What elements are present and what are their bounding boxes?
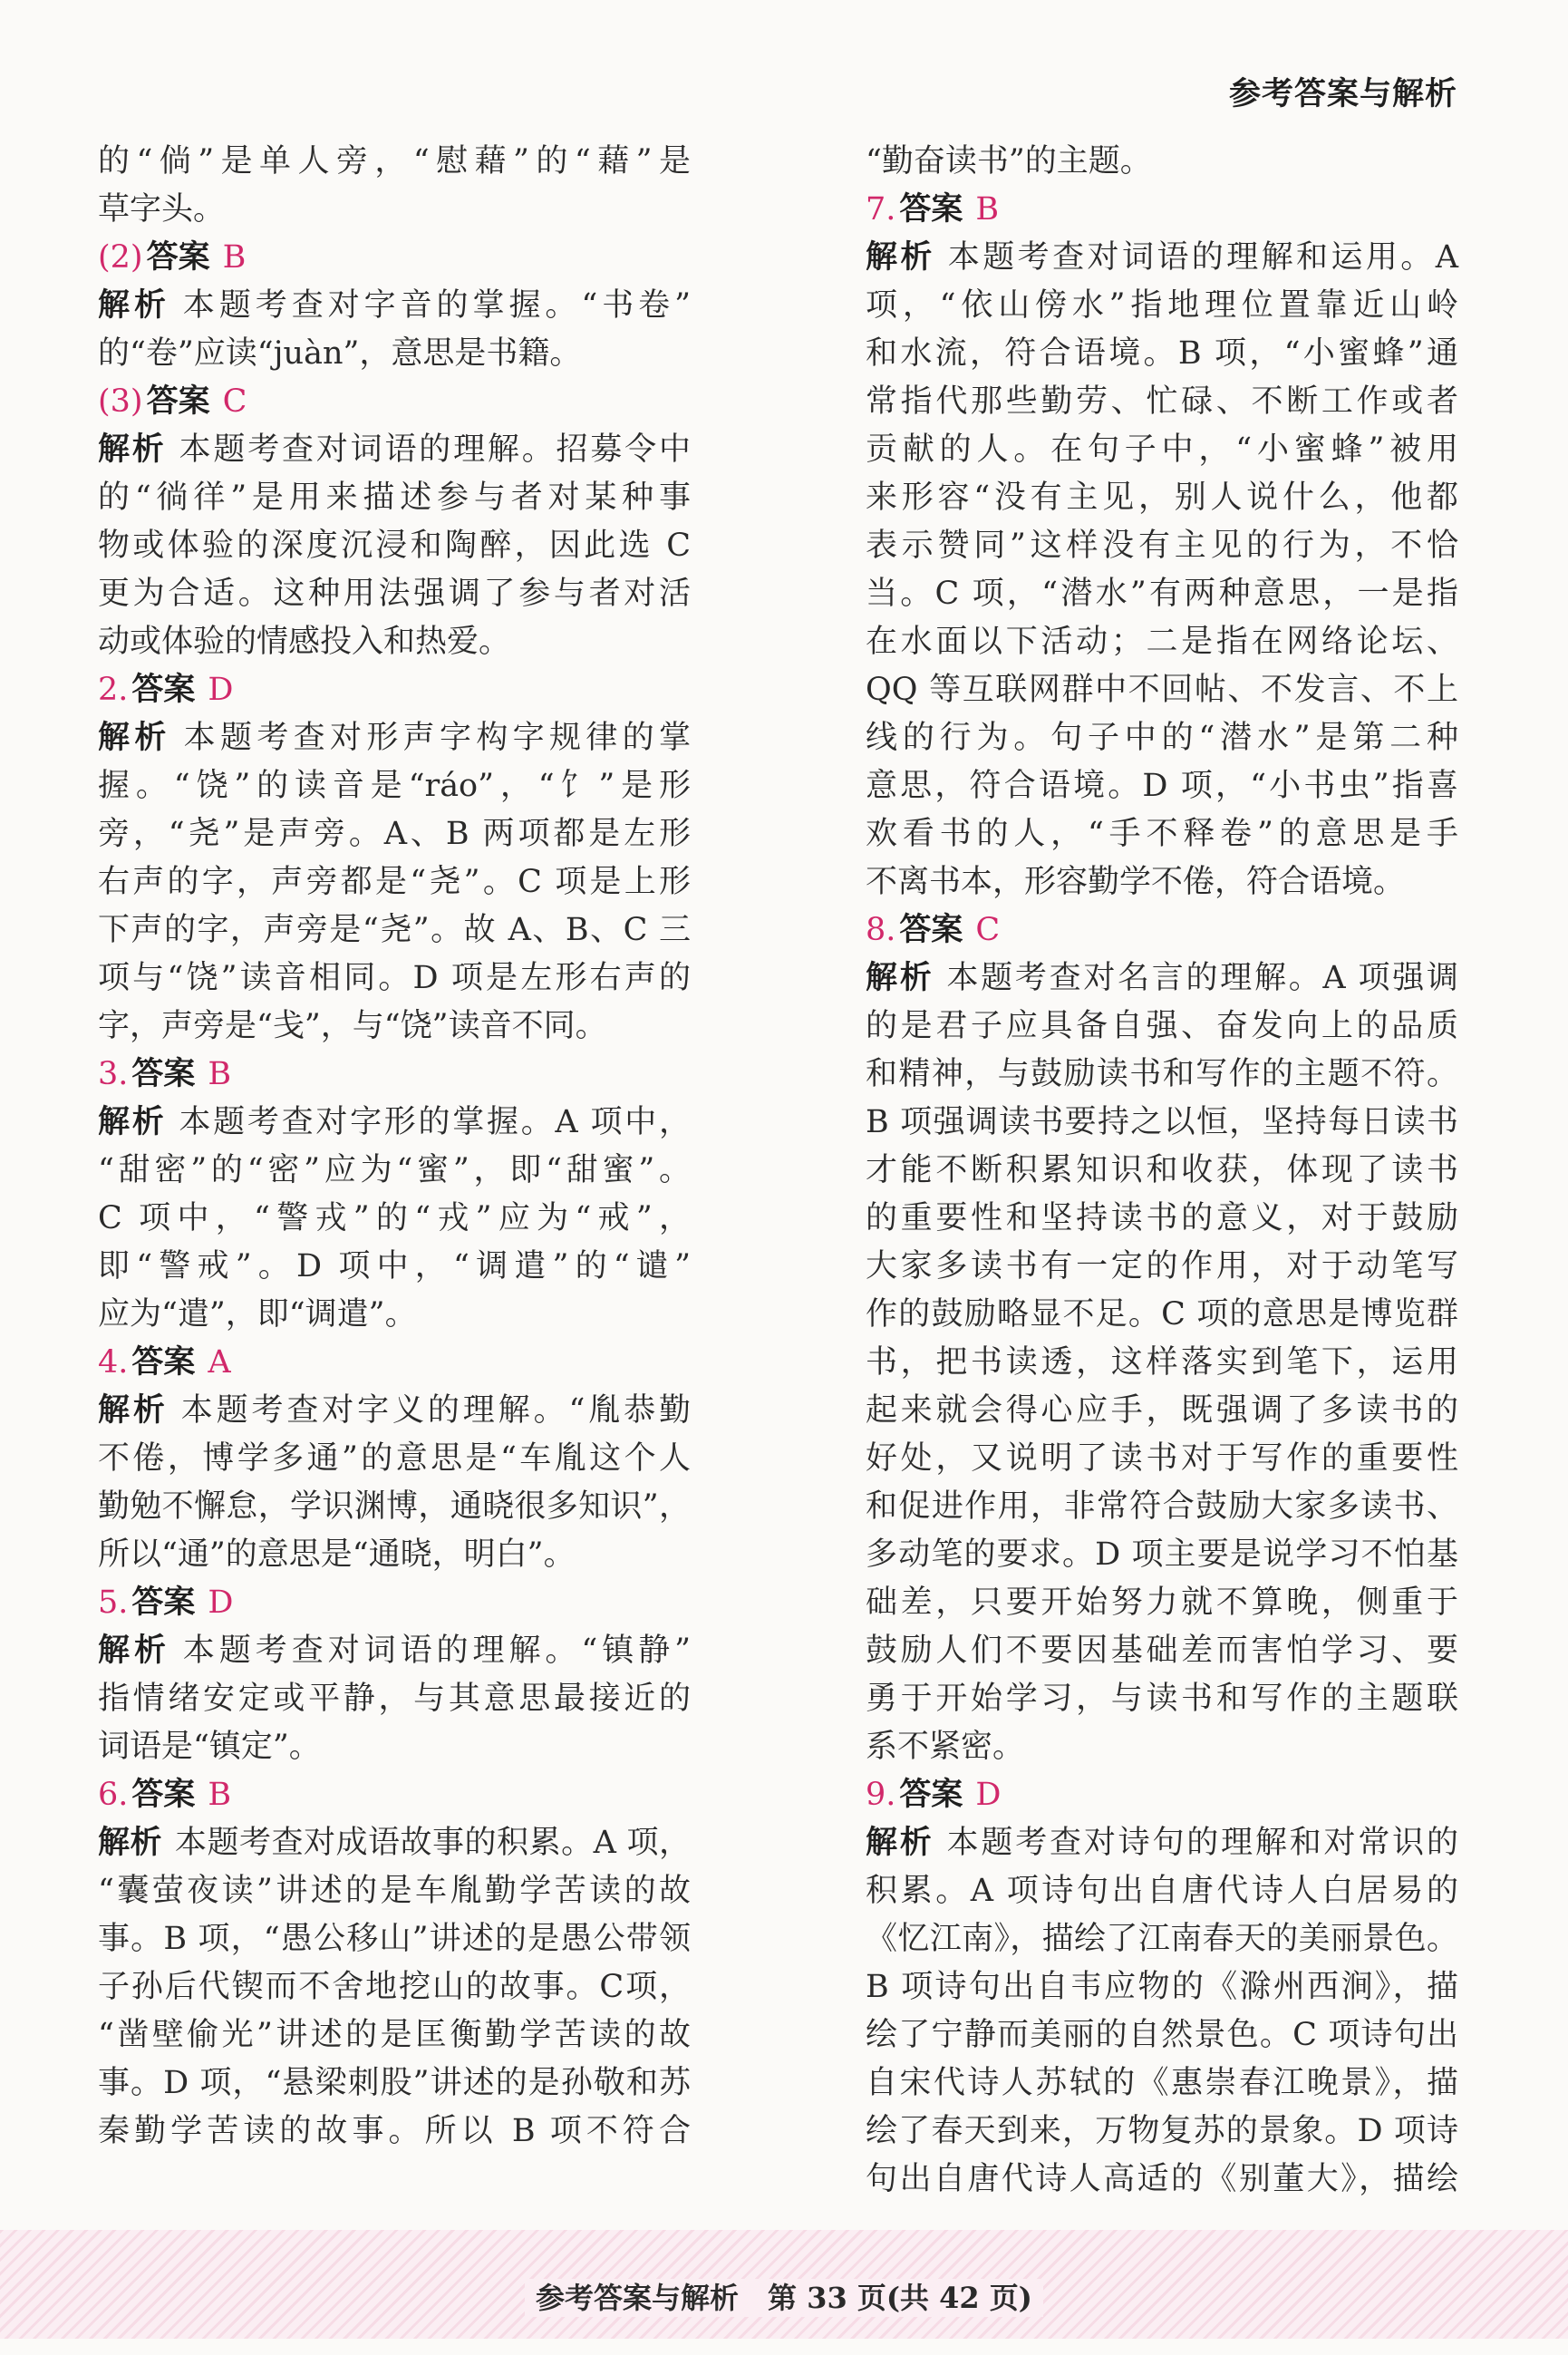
line-text: 下声的字，声旁是“尧”。故 A、B、C 三 (98, 912, 691, 948)
line-text: 础差，只要开始努力就不算晚，侧重于 (866, 1585, 1458, 1621)
text-line (98, 1723, 691, 1771)
text-line (98, 2011, 691, 2059)
line-text: 《忆江南》，描绘了江南春天的美丽景色。 (866, 1921, 1458, 1957)
answer-label: 答案 (146, 239, 210, 276)
line-text: 才能不断积累知识和收获，体现了读书 (866, 1152, 1458, 1188)
text-line (866, 1531, 1458, 1579)
answer-row (866, 186, 1458, 234)
answer-row (866, 1771, 1458, 1819)
line-text: 勤勉不懈怠，学识渊博，通晓很多知识”， (98, 1488, 691, 1525)
line-text: 本题考查对词语的理解。招募令中 (179, 431, 691, 468)
text-line (866, 1387, 1458, 1435)
line-text: 积累。A 项诗句出自唐代诗人白居易的 (866, 1873, 1458, 1909)
text-line (866, 474, 1458, 522)
footer-page-info (0, 2275, 1568, 2317)
text-line (98, 2108, 691, 2156)
text-line (866, 1243, 1458, 1291)
text-line (866, 618, 1458, 666)
text-line (98, 1147, 691, 1195)
question-number: 8. (866, 912, 896, 948)
line-text: 的“倘”是单人旁，“慰藉”的“藉”是 (98, 143, 691, 179)
explanation-label: 解析 (98, 1104, 167, 1140)
text-line (866, 2156, 1458, 2204)
text-line (98, 762, 691, 810)
line-text: 和促进作用，非常符合鼓励大家多读书、 (866, 1488, 1458, 1525)
line-text: 不倦，博学多通”的意思是“车胤这个人 (98, 1440, 691, 1477)
line-text: 指情绪安定或平静，与其意思最接近的 (98, 1681, 691, 1717)
text-line (98, 330, 691, 378)
line-text: 大家多读书有一定的作用，对于动笔写 (866, 1248, 1458, 1284)
answer-label: 答案 (131, 1777, 196, 1813)
text-line (866, 714, 1458, 762)
text-line (98, 2059, 691, 2108)
text-line (98, 1291, 691, 1339)
explanation-line (98, 1387, 691, 1435)
explanation-line (98, 1099, 691, 1147)
line-text: 好处，又说明了读书对于写作的重要性 (866, 1440, 1458, 1477)
line-text: 右声的字，声旁都是“尧”。C 项是上形 (98, 864, 691, 900)
left-column (98, 138, 691, 2156)
text-line (98, 1003, 691, 1051)
answer-label: 答案 (899, 912, 963, 948)
answer-letter: B (975, 191, 1000, 228)
line-text: 在水面以下活动；二是指在网络论坛、 (866, 624, 1458, 660)
text-line (98, 1243, 691, 1291)
text-line (866, 1003, 1458, 1051)
line-text: 本题考查对字形的掌握。A 项中， (179, 1104, 691, 1140)
answer-letter: D (208, 1585, 234, 1621)
text-line (866, 330, 1458, 378)
question-number: 7. (866, 191, 896, 228)
text-line (98, 1531, 691, 1579)
line-text: 子孙后代锲而不舍地挖山的故事。C项， (98, 1969, 691, 2005)
question-number: (3) (98, 383, 143, 420)
explanation-label: 解析 (98, 1633, 170, 1669)
line-text: B 项强调读书要持之以恒，坚持每日读书 (866, 1104, 1458, 1140)
line-text: 应为“遣”，即“调遣”。 (98, 1296, 417, 1333)
explanation-label: 解析 (98, 1392, 169, 1429)
line-text: 旁，“尧”是声旁。A、B 两项都是左形 (98, 816, 691, 852)
line-text: “勤奋读书”的主题。 (866, 143, 1152, 179)
answer-row (98, 1339, 691, 1387)
line-text: 自宋代诗人苏轼的《惠崇春江晚景》，描 (866, 2065, 1458, 2101)
line-text: 表示赞同”这样没有主见的行为，不恰 (866, 528, 1458, 564)
text-line (866, 570, 1458, 618)
answer-row (98, 1579, 691, 1627)
line-text: 多动笔的要求。D 项主要是说学习不怕基 (866, 1536, 1458, 1573)
footer-page-info-text: 参考答案与解析 第 33 页(共 42 页) (525, 2279, 1043, 2317)
text-line (98, 186, 691, 234)
explanation-line (98, 714, 691, 762)
explanation-line (866, 1819, 1458, 1867)
line-text: 本题考查对词语的理解和运用。A (947, 239, 1458, 276)
answer-row (98, 666, 691, 714)
line-text: 的“徜徉”是用来描述参与者对某种事 (98, 480, 691, 516)
line-text: 本题考查对词语的理解。“镇静” (182, 1633, 691, 1669)
line-text: 秦勤学苦读的故事。所以 B 项不符合 (98, 2113, 691, 2149)
explanation-line (98, 1819, 691, 1867)
text-line (98, 1195, 691, 1243)
answer-letter: B (222, 239, 247, 276)
line-text: 项与“饶”读音相同。D 项是左形右声的 (98, 960, 691, 996)
line-text: 词语是“镇定”。 (98, 1729, 321, 1765)
text-line (866, 1339, 1458, 1387)
text-line (866, 1435, 1458, 1483)
line-text: 起来就会得心应手，既强调了多读书的 (866, 1392, 1458, 1429)
text-line (866, 666, 1458, 714)
answer-letter: D (975, 1777, 1002, 1813)
text-line (866, 1579, 1458, 1627)
text-line (98, 1435, 691, 1483)
line-text: 常指代那些勤劳、忙碌、不断工作或者 (866, 383, 1458, 420)
text-line (866, 1099, 1458, 1147)
text-line (98, 858, 691, 906)
text-line (98, 138, 691, 186)
explanation-label: 解析 (98, 720, 171, 756)
line-text: 本题考查对字义的理解。“胤恭勤 (180, 1392, 691, 1429)
text-line (98, 1867, 691, 1915)
line-text: 的“卷”应读“juàn”，意思是书籍。 (98, 335, 582, 372)
explanation-line (98, 1627, 691, 1675)
explanation-label: 解析 (98, 287, 170, 324)
line-text: “甜密”的“密”应为“蜜”，即“甜蜜”。 (98, 1152, 691, 1188)
answer-label: 答案 (131, 1056, 196, 1092)
text-line (98, 906, 691, 955)
line-text: 即“警戒”。D 项中，“调遣”的“谴” (98, 1248, 691, 1284)
line-text: “囊萤夜读”讲述的是车胤勤学苦读的故 (98, 1873, 691, 1909)
line-text: 握。“饶”的读音是“ráo”，“饣”是形 (98, 768, 691, 804)
explanation-label: 解析 (866, 960, 934, 996)
line-text: 系不紧密。 (866, 1729, 1025, 1765)
answer-label: 答案 (131, 672, 196, 708)
question-number: 4. (98, 1344, 129, 1381)
answer-label: 答案 (131, 1585, 196, 1621)
line-text: 的是君子应具备自强、奋发向上的品质 (866, 1008, 1458, 1044)
line-text: 来形容“没有主见，别人说什么，他都 (866, 480, 1458, 516)
question-number: 6. (98, 1777, 129, 1813)
line-text: 本题考查对成语故事的积累。A 项， (175, 1825, 691, 1861)
line-text: 当。C 项，“潜水”有两种意思，一是指 (866, 576, 1458, 612)
line-text: 欢看书的人，“手不释卷”的意思是手 (866, 816, 1458, 852)
question-number: 2. (98, 672, 129, 708)
text-line (98, 618, 691, 666)
text-line (98, 474, 691, 522)
line-text: 本题考查对字音的掌握。“书卷” (182, 287, 691, 324)
text-line (866, 810, 1458, 858)
line-text: 本题考查对名言的理解。A 项强调 (946, 960, 1458, 996)
answer-row (98, 234, 691, 282)
explanation-label: 解析 (98, 431, 167, 468)
text-line (866, 2059, 1458, 2108)
line-text: 绘了春天到来，万物复苏的景象。D 项诗 (866, 2113, 1458, 2149)
text-line (866, 1627, 1458, 1675)
text-line (98, 570, 691, 618)
explanation-label: 解析 (866, 1825, 934, 1861)
line-text: 和精神，与鼓励读书和写作的主题不符。 (866, 1056, 1458, 1092)
line-text: 的重要性和坚持读书的意义，对于鼓励 (866, 1200, 1458, 1236)
line-text: 字，声旁是“戋”，与“饶”读音不同。 (98, 1008, 607, 1044)
line-text: 勇于开始学习，与读书和写作的主题联 (866, 1681, 1458, 1717)
text-line (866, 378, 1458, 426)
line-text: 物或体验的深度沉浸和陶醉，因此选 C (98, 528, 691, 564)
line-text: 书，把书读透，这样落实到笔下，运用 (866, 1344, 1458, 1381)
text-line (866, 1291, 1458, 1339)
answer-row (98, 1051, 691, 1099)
text-line (866, 1675, 1458, 1723)
explanation-line (98, 282, 691, 330)
line-text: 事。D 项，“悬梁刺股”讲述的是孙敬和苏 (98, 2065, 691, 2101)
explanation-line (866, 955, 1458, 1003)
answer-row (866, 906, 1458, 955)
line-text: 草字头。 (98, 191, 226, 228)
text-line (866, 1963, 1458, 2011)
line-text: C 项中，“警戎”的“戎”应为“戒”， (98, 1200, 691, 1236)
text-line (866, 1483, 1458, 1531)
text-line (98, 810, 691, 858)
text-line (866, 282, 1458, 330)
line-text: 本题考查对诗句的理解和对常识的 (946, 1825, 1458, 1861)
line-text: 绘了宁静而美丽的自然景色。C 项诗句出 (866, 2017, 1458, 2053)
line-text: B 项诗句出自韦应物的《滁州西涧》，描 (866, 1969, 1458, 2005)
question-number: 9. (866, 1777, 896, 1813)
line-text: “凿壁偷光”讲述的是匡衡勤学苦读的故 (98, 2017, 691, 2053)
answer-letter: A (208, 1344, 231, 1381)
answer-label: 答案 (899, 191, 963, 228)
line-text: 和水流，符合语境。B 项，“小蜜蜂”通 (866, 335, 1458, 372)
text-line (98, 1483, 691, 1531)
text-line (866, 1723, 1458, 1771)
answer-row (98, 378, 691, 426)
text-line (866, 426, 1458, 474)
line-text: QQ 等互联网群中不回帖、不发言、不上 (866, 672, 1458, 708)
line-text: 作的鼓励略显不足。C 项的意思是博览群 (866, 1296, 1458, 1333)
answer-row (98, 1771, 691, 1819)
line-text: 本题考查对形声字构字规律的掌 (183, 720, 691, 756)
text-line (98, 1675, 691, 1723)
explanation-label: 解析 (866, 239, 935, 276)
line-text: 事。B 项，“愚公移山”讲述的是愚公带领 (98, 1921, 691, 1957)
answer-letter: C (975, 912, 1001, 948)
explanation-label: 解析 (98, 1825, 163, 1861)
question-number: 3. (98, 1056, 129, 1092)
text-line (866, 1051, 1458, 1099)
line-text: 意思，符合语境。D 项，“小书虫”指喜 (866, 768, 1458, 804)
text-line (866, 858, 1458, 906)
text-line (866, 762, 1458, 810)
line-text: 句出自唐代诗人高适的《别董大》，描绘 (866, 2161, 1458, 2197)
line-text: 更为合适。这种用法强调了参与者对活 (98, 576, 691, 612)
text-line (866, 1195, 1458, 1243)
text-line (866, 2011, 1458, 2059)
answer-letter: C (222, 383, 247, 420)
text-line (98, 522, 691, 570)
explanation-line (98, 426, 691, 474)
answer-letter: B (208, 1056, 232, 1092)
line-text: 所以“通”的意思是“通晓，明白”。 (98, 1536, 576, 1573)
question-number: 5. (98, 1585, 129, 1621)
line-text: 动或体验的情感投入和热爱。 (98, 624, 511, 660)
text-line (866, 1915, 1458, 1963)
answer-label: 答案 (131, 1344, 196, 1381)
line-text: 项，“依山傍水”指地理位置靠近山岭 (866, 287, 1458, 324)
text-line (98, 1963, 691, 2011)
line-text: 贡献的人。在句子中，“小蜜蜂”被用 (866, 431, 1458, 468)
text-line (98, 955, 691, 1003)
text-line (866, 2108, 1458, 2156)
line-text: 线的行为。句子中的“潜水”是第二种 (866, 720, 1458, 756)
question-number: (2) (98, 239, 143, 276)
answer-label: 答案 (899, 1777, 963, 1813)
answer-letter: D (208, 672, 234, 708)
explanation-line (866, 234, 1458, 282)
text-line (866, 138, 1458, 186)
text-line (866, 522, 1458, 570)
line-text: 不离书本，形容勤学不倦，符合语境。 (866, 864, 1406, 900)
page-header-title: 参考答案与解析 (1228, 76, 1457, 112)
text-line (98, 1915, 691, 1963)
text-line (866, 1147, 1458, 1195)
answer-letter: B (208, 1777, 232, 1813)
right-column (866, 138, 1458, 2204)
line-text: 鼓励人们不要因基础差而害怕学习、要 (866, 1633, 1458, 1669)
text-line (866, 1867, 1458, 1915)
answer-label: 答案 (146, 383, 210, 420)
